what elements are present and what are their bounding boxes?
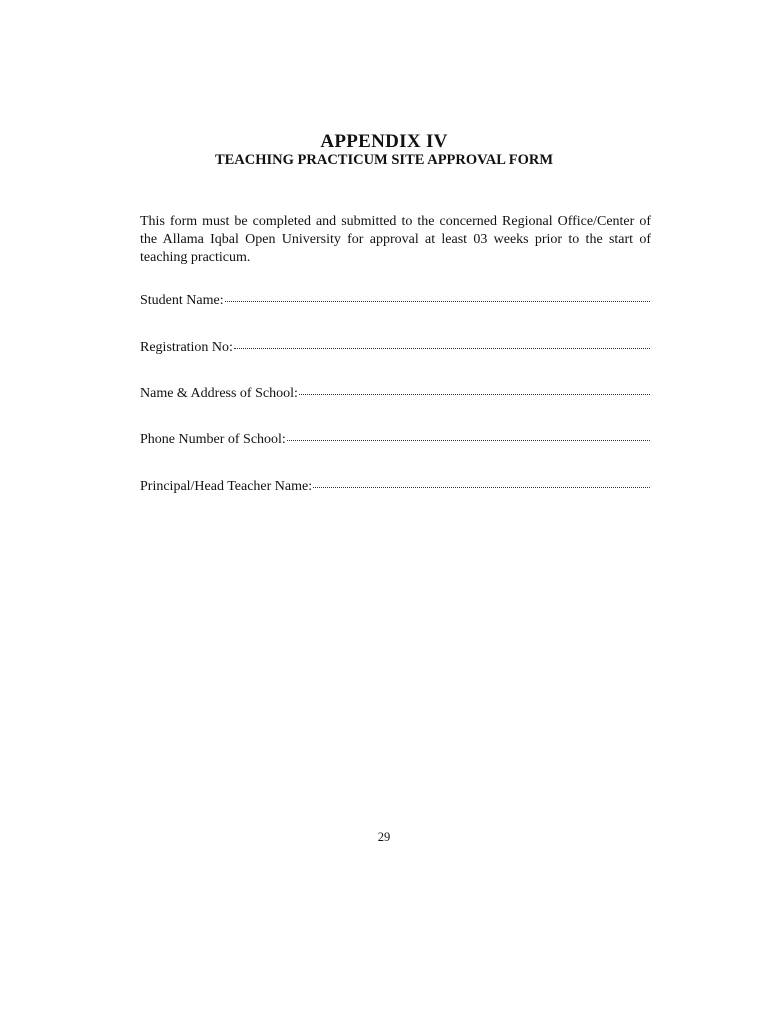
intro-paragraph: This form must be completed and submitted to the concerned Regional Office/Center of the Allama Iqbal Open University for approval at least 03 weeks prior to the start of teaching practicum. [140,214,651,265]
registration-no-blank[interactable] [234,338,650,349]
school-name-address-label: Name & Address of School: [140,386,298,401]
school-name-address-field[interactable] [140,384,650,404]
registration-no-field[interactable] [140,338,650,358]
principal-name-label: Principal/Head Teacher Name: [140,479,313,494]
school-phone-label: Phone Number of School: [140,432,286,447]
school-name-address-blank[interactable] [299,384,650,395]
school-phone-blank[interactable] [287,430,650,441]
principal-name-field[interactable] [140,477,650,497]
principal-name-blank[interactable] [313,477,650,488]
form-title: TEACHING PRACTICUM SITE APPROVAL FORM [214,152,554,168]
school-phone-field[interactable] [140,430,650,450]
student-name-blank[interactable] [225,291,650,302]
page-title: APPENDIX IV [320,131,448,152]
registration-no-label: Registration No: [140,340,233,355]
student-name-label: Student Name: [140,293,224,308]
student-name-field[interactable] [140,291,650,311]
page-number: 29 [377,830,391,844]
